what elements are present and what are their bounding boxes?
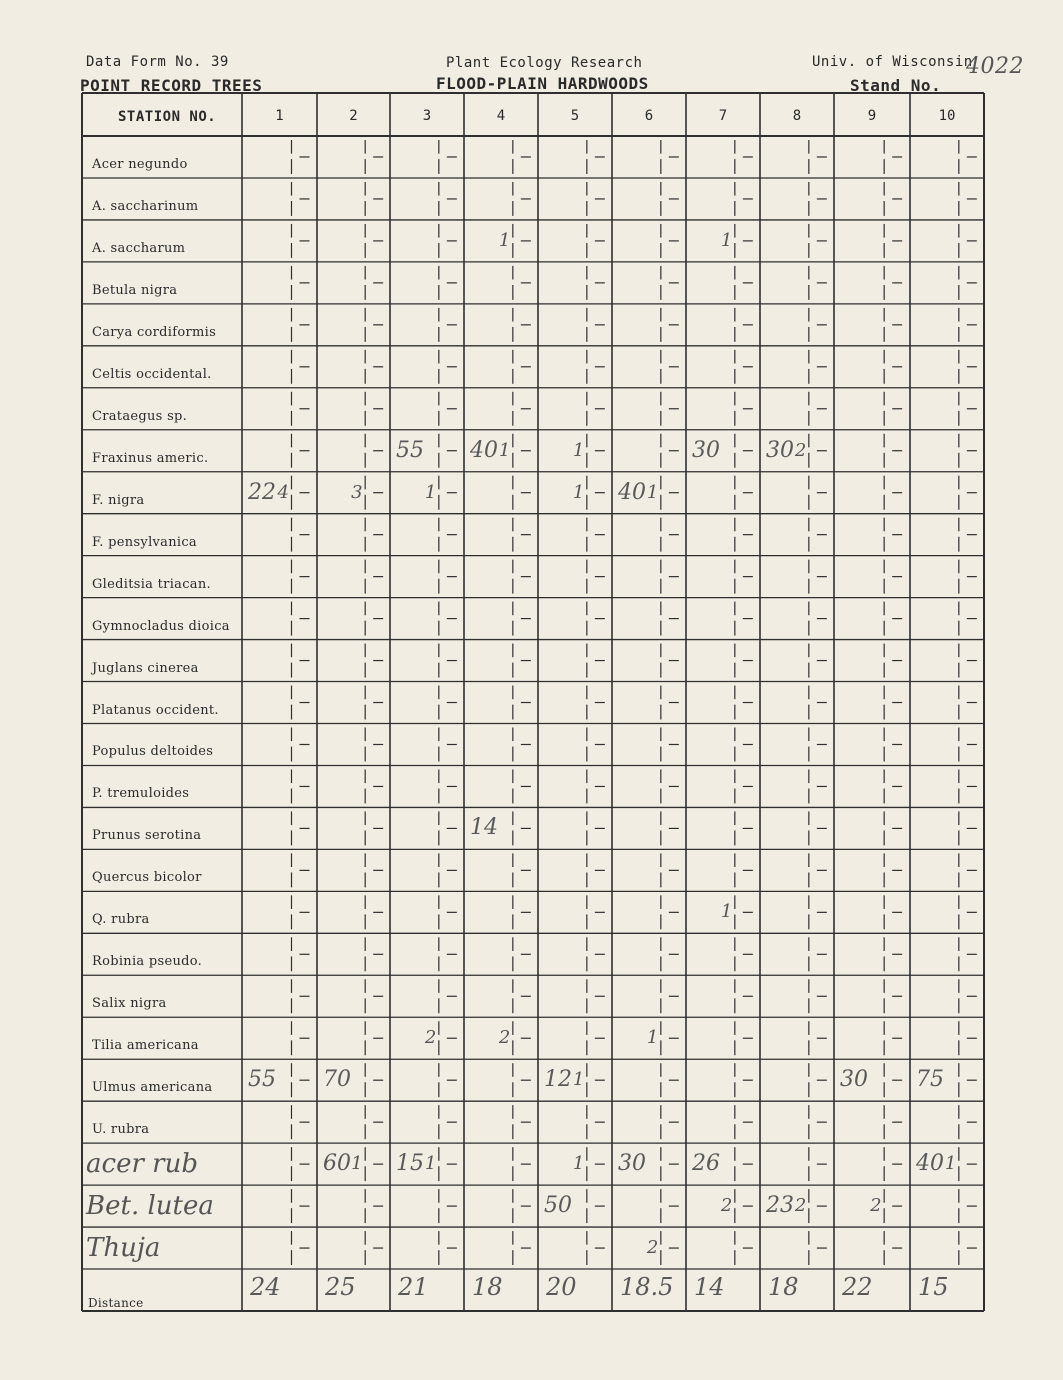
tree-count: 2 [870, 1195, 882, 1217]
tree-count: 3 [351, 481, 363, 503]
tree-diameter: 22 [248, 479, 276, 505]
tree-diameter: 14 [470, 815, 498, 841]
species-label: A. saccharinum [92, 198, 199, 214]
tree-diameter: 55 [396, 437, 424, 463]
station-distance: 18 [472, 1273, 503, 1301]
tree-count: 1 [572, 481, 585, 503]
tree-diameter: 12 [544, 1067, 572, 1093]
tree-diameter: 40 [916, 1151, 944, 1177]
tree-diameter: 50 [544, 1193, 572, 1219]
species-label: Gleditsia triacan. [92, 576, 211, 592]
species-label: Quercus bicolor [92, 870, 202, 886]
tree-count: 1 [944, 1153, 957, 1175]
station-number: 6 [644, 108, 654, 124]
station-label: STATION NO. [118, 109, 217, 125]
tree-diameter: 26 [692, 1151, 720, 1177]
tree-count: 2 [794, 439, 807, 461]
species-label-handwritten: Thuja [86, 1233, 161, 1264]
tree-count: 1 [351, 1153, 363, 1175]
station-number: 8 [792, 108, 802, 124]
species-label: Carya cordiformis [92, 324, 217, 340]
tree-count: 1 [646, 481, 659, 503]
tree-diameter: 15 [396, 1151, 424, 1177]
form-title: POINT RECORD TREES [80, 76, 263, 95]
station-distance: 18.5 [620, 1273, 674, 1301]
species-label: P. tremuloides [92, 786, 190, 802]
station-distance: 14 [694, 1273, 725, 1301]
species-label: Salix nigra [92, 996, 167, 1012]
station-number: 3 [422, 108, 432, 124]
species-label: Platanus occident. [92, 702, 219, 718]
species-label: Gymnocladus dioica [92, 618, 230, 634]
station-number: 2 [349, 108, 358, 124]
station-number: 1 [275, 108, 284, 124]
station-number: 10 [938, 108, 956, 124]
species-label: Q. rubra [92, 912, 150, 928]
tree-diameter: 70 [323, 1067, 351, 1093]
species-label: Tilia americana [92, 1038, 199, 1054]
tree-diameter: 40 [618, 479, 646, 505]
distance-label: Distance [88, 1296, 144, 1310]
tree-count: 1 [572, 439, 585, 461]
tree-diameter: 55 [248, 1067, 276, 1093]
community-title: FLOOD-PLAIN HARDWOODS [436, 74, 649, 93]
tree-diameter: 30 [766, 437, 794, 463]
species-label: F. pensylvanica [92, 534, 197, 550]
species-label-handwritten: Bet. lutea [86, 1191, 214, 1222]
tree-diameter: 75 [916, 1067, 944, 1093]
tree-count: 1 [498, 229, 511, 251]
species-label: Robinia pseudo. [92, 954, 203, 970]
station-number: 4 [496, 108, 506, 124]
station-distance: 24 [250, 1273, 281, 1301]
species-label: F. nigra [92, 492, 145, 508]
species-label: Celtis occidental. [92, 366, 212, 382]
tree-count: 2 [646, 1237, 659, 1259]
tree-count: 1 [720, 229, 733, 251]
species-label: Prunus serotina [92, 828, 202, 844]
station-distance: 15 [918, 1273, 949, 1301]
tree-count: 2 [424, 1027, 437, 1049]
tree-diameter: 30 [618, 1151, 646, 1177]
species-label: A. saccharum [92, 240, 186, 256]
station-distance: 22 [842, 1273, 873, 1301]
tree-count: 1 [424, 1153, 437, 1175]
tree-diameter: 30 [840, 1067, 868, 1093]
species-label: Juglans cinerea [92, 660, 199, 676]
species-label: U. rubra [92, 1122, 150, 1138]
tree-count: 2 [720, 1195, 733, 1217]
species-label: Ulmus americana [92, 1080, 213, 1096]
station-number: 9 [867, 108, 877, 124]
species-label: Fraxinus americ. [92, 450, 209, 466]
tree-diameter: 30 [692, 437, 720, 463]
station-number: 7 [718, 108, 728, 124]
species-label: Betula nigra [92, 282, 178, 298]
tree-diameter: 60 [323, 1151, 351, 1177]
tree-count: 1 [424, 481, 437, 503]
stand-number: 4022 [966, 54, 1024, 79]
station-distance: 25 [325, 1273, 356, 1301]
tree-count: 2 [794, 1195, 807, 1217]
station-number: 5 [570, 108, 580, 124]
species-label: Acer negundo [92, 156, 188, 172]
station-distance: 21 [398, 1273, 429, 1301]
tree-count: 4 [277, 481, 289, 503]
station-distance: 20 [546, 1273, 577, 1301]
species-label: Populus deltoides [92, 744, 214, 760]
tree-count: 1 [720, 901, 733, 923]
tree-count: 1 [646, 1027, 659, 1049]
tree-count: 1 [498, 439, 511, 461]
research-title: Plant Ecology Research [446, 55, 643, 71]
form-number: Data Form No. 39 [86, 54, 229, 70]
stand-label: Stand No. [850, 76, 942, 95]
tree-diameter: 40 [470, 437, 498, 463]
species-label: Crataegus sp. [92, 408, 188, 424]
tree-count: 2 [498, 1027, 511, 1049]
tree-diameter: 23 [766, 1193, 794, 1219]
tree-count: 1 [572, 1069, 585, 1091]
station-distance: 18 [768, 1273, 799, 1301]
species-label-handwritten: acer rub [86, 1149, 198, 1180]
university-name: Univ. of Wisconsin [812, 54, 973, 70]
tree-count: 1 [572, 1153, 585, 1175]
